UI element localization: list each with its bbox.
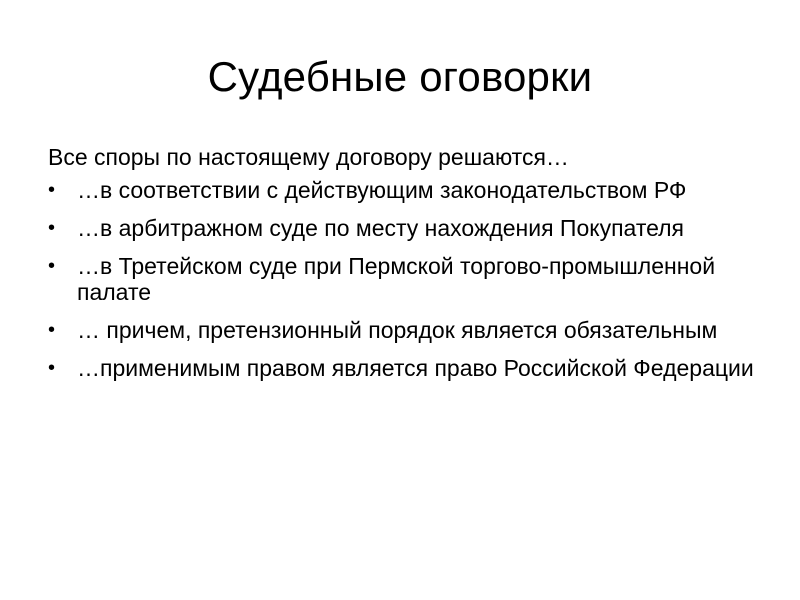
bullet-text: …в Третейском суде при Пермской торгово-промышленной палате — [77, 253, 716, 305]
bullet-icon: • — [48, 357, 56, 379]
bullet-text: …в арбитражном суде по месту нахождения Покупателя — [77, 215, 684, 241]
intro-text: Все споры по настоящему договору решаются… — [48, 144, 569, 170]
bullet-list — [48, 177, 760, 381]
list-item — [48, 177, 760, 203]
bullet-text: … причем, претензионный порядок является обязательным — [77, 317, 718, 343]
list-item — [48, 355, 760, 381]
bullet-text: …в соответствии с действующим законодательством РФ — [77, 177, 687, 203]
slide-title: Судебные оговорки — [207, 53, 593, 100]
bullet-icon: • — [48, 319, 56, 341]
bullet-icon: • — [48, 255, 56, 277]
bullet-icon: • — [48, 179, 56, 201]
list-item — [48, 253, 760, 305]
bullet-icon: • — [48, 217, 56, 239]
list-item — [48, 317, 760, 343]
list-item — [48, 215, 760, 241]
bullet-text: …применимым правом является право Российской Федерации — [77, 355, 754, 381]
slide-body — [48, 143, 760, 393]
